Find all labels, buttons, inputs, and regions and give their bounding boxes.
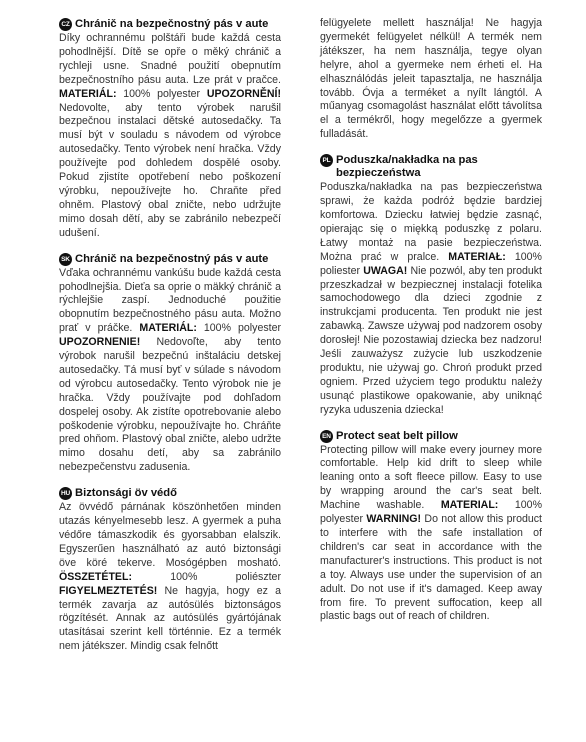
warning-label: UPOZORNENIE! (59, 336, 141, 349)
section-body (59, 501, 281, 654)
language-badge-en: EN (320, 430, 333, 443)
left-column (59, 18, 281, 666)
section-heading (59, 18, 281, 31)
right-column (320, 18, 542, 636)
language-badge-pl: PL (320, 154, 333, 167)
section-title: Chránič na bezpečnostný pás v aute (75, 18, 269, 30)
description-text: Díky ochrannému polštáři bude každá cesta pohodlnější. Dítě se opře o měký chránič a rychleji usne. Snadné použití obepnutím bezpečnostního pásu auta. Lze prát v pračce. (59, 32, 281, 86)
section-title: Chránič na bezpečnostný pás v aute (75, 252, 269, 265)
warning-label: UWAGA! (363, 264, 408, 277)
material-text: 100% polyester (320, 499, 542, 526)
description-text: Az övvédő párnának köszönhetően minden utazás kényelmesebb lesz. A gyermek a puha védőre támaszkodik és gyorsabban elalszik. Egyszerűen használható az autó biztonsági öve köré tekerve. Mosógépben mosható. (59, 501, 281, 569)
warning-text: Nedovoľte, aby tento výrobok narušil bezpečnú inštaláciu detskej autosedačky. Tá musí byť v súlade s návodom od výrobcu autosedačky. Tento výrobok nie je hračka. Vždy používajte pod dohľadom dospelej osoby. Ak zistíte opotrebovanie alebo poškodenie výrobku, nepoužívajte ho. Chráňte pred ohňom. Plastový obal zničte, alebo udržte mimo dosahu detí, aby sa zabránilo nebezpečenstvu zadusenia. (59, 336, 281, 474)
section-heading (59, 253, 281, 266)
language-badge-cz: CZ (59, 18, 72, 31)
warning-text: Ne hagyja, hogy ez a termék zavarja az autósülés biztonságos rögzítését. Annak az autósülés gyártójának utasításai szerint kell történnie. Ez a termék nem játékszer. Mindig csak felnőtt (59, 584, 281, 653)
section-hu-continued (320, 17, 542, 142)
section-body (320, 181, 542, 417)
section-en (320, 430, 542, 625)
section-body (59, 267, 281, 476)
section-body (59, 32, 281, 241)
section-hu (59, 487, 281, 654)
warning-label: UPOZORNĚNÍ! (206, 87, 281, 100)
material-text: 100% polyester (203, 322, 281, 335)
material-label: MATERIÁL: (59, 87, 117, 100)
warning-label: FIGYELMEZTETÉS! (59, 584, 158, 597)
section-title: Biztonsági öv védő (75, 487, 177, 500)
material-label: MATERIÁL: (139, 322, 197, 335)
description-text: Protecting pillow will make every journey more comfortable. Help kid drift to sleep while leaning onto a soft fleece pillow. Easy to use by wrapping around the car's seat belt. Machine washable. (320, 443, 542, 512)
section-pl (320, 154, 542, 417)
material-text: 100% poliester (320, 250, 542, 277)
material-label: MATERIAL: (440, 499, 499, 512)
material-text: 100% poliészter (170, 570, 281, 583)
material-label: ÖSSZETÉTEL: (59, 570, 132, 583)
warning-text: Nie pozwól, aby ten produkt przeszkadzał w bezpiecznej instalacji fotelika samochodowego dla dzieci zgodnie z instrukcjami producenta. Ten produkt nie jest zabawką. Zawsze używaj pod nadzorem osoby dorosłej! Nie pozostawiaj dziecka bez nadzoru! Jeśli zauważysz zużycie lub uszkodzenie produktu, nie używaj go. Chroń produkt przed ogniem. Przed użyciem tego produktu należy usunąć plastikowe opakowanie, aby uniknąć ryzyka uduszenia dziecka! (320, 264, 542, 416)
material-text: 100% polyester (123, 87, 201, 100)
section-heading (320, 154, 542, 180)
section-heading (320, 430, 542, 443)
description-text: Poduszka/nakładka na pas bezpieczeństwa sprawi, że każda podróż będzie bardziej komfortowa. Dziecku łatwiej będzie zasnąć, opierając się o miękką poduszkę z polaru. Łatwy montaż na pasie bezpieczeństwa. Można prać w pralce. (320, 181, 542, 263)
section-cz (59, 18, 281, 241)
warning-text: Nedovolte, aby tento výrobek narušil bezpečnou instalaci dětské autosedačky. Ta musí být v souladu s návodem od výrobce autosedačky. Tento výrobek není hračka. Vždy používejte pod dohledem dospělé osoby. Pokud zjistíte opotřebení nebo poškození výrobku, nepoužívejte ho. Chraňte před ohněm. Plastový obal zničte, nebo udržujte mimo dosah dětí, aby se zabránilo nebezpečí udušení. (59, 101, 281, 239)
language-badge-hu: HU (59, 487, 72, 500)
section-title: Protect seat belt pillow (336, 429, 458, 442)
section-heading (59, 487, 281, 500)
warning-text-continued: felügyelete mellett használja! Ne hagyja gyermekét felügyelet nélkül! A termék nem játékszer, ha nem használja, tegye olyan helyre, ahol a gyermeke nem érheti el. Ha elhasználódás jeleit tapasztalja, ne használja tovább. Óvja a terméket a nyílt lángtól. A műanyag csomagolást használat előtt távolítsa el a termékről, hogy megelőzze a gyermek fulladását. (320, 17, 542, 141)
section-title: Poduszka/nakładka na pas bezpieczeństwa (336, 154, 478, 180)
warning-text: Do not allow this product to interfere with the safe installation of children's car seat in accordance with the manufacturer's instructions. This product is not a toy. Always use under the supervision of an adult. Do not use if it's damaged. Keep away from fire. To prevent suffocation, keep all plastic bags out of reach of children. (320, 513, 542, 623)
language-badge-sk: SK (59, 253, 72, 266)
section-sk (59, 253, 281, 476)
section-body (320, 444, 542, 625)
description-text: Vďaka ochrannému vankúšu bude každá cesta pohodlnejšia. Dieťa sa oprie o mäkký chránič a rýchlejšie zaspí. Jednoduché použitie obopnutím bezpečnostného pásu auta. Možno prať v práčke. (59, 266, 281, 335)
material-label: MATERIAŁ: (448, 250, 506, 263)
warning-label: WARNING! (366, 513, 422, 526)
